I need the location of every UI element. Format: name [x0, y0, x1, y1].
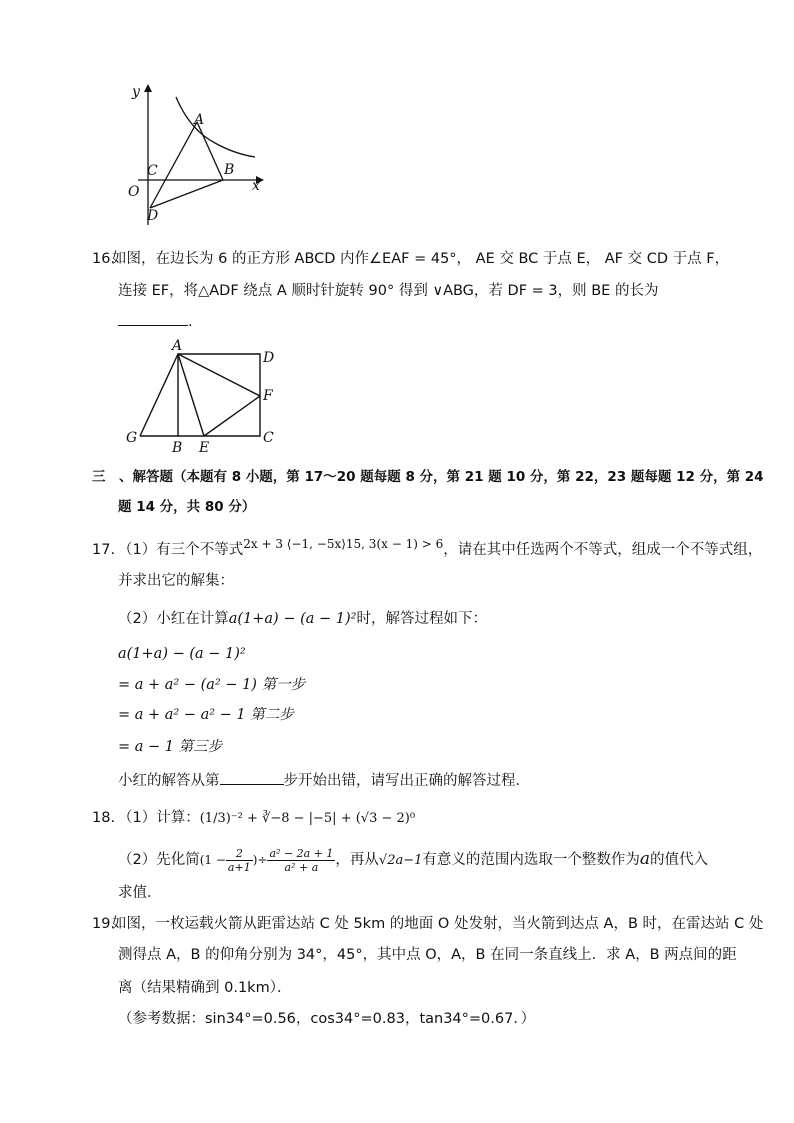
- segment-EF: [204, 396, 260, 436]
- q19-number: 19.: [92, 916, 116, 932]
- q16-line1: 如图，在边长为 6 的正方形 ABCD 内作∠EAF = 45°， AE 交 BC 于点 E， AF 交 CD 于点 F，: [112, 251, 730, 267]
- q18-part2-line2: 求值．: [118, 885, 162, 901]
- label-c: C: [263, 430, 274, 446]
- label-o: O: [128, 184, 140, 200]
- segment-AE: [178, 354, 204, 436]
- q17-step0: a(1+a) − (a − 1)²: [118, 646, 246, 662]
- q17-number: 17.: [92, 542, 116, 558]
- q17-step1: = a + a² − (a² − 1) 第一步: [118, 677, 306, 693]
- segment-AF: [178, 354, 260, 396]
- label-y: y: [132, 84, 140, 100]
- section3-heading-line2: 题 14 分，共 80 分）: [118, 499, 256, 515]
- q18-part1: （1）计算：(1/3)⁻² + ∛−8 − |−5| + (√3 − 2)⁰: [118, 810, 416, 826]
- label-e: E: [199, 440, 210, 452]
- q18-fraction-2: $\frac{\text{a² − 2a + 1}}{\text{a² + a}}$: [269, 846, 334, 874]
- label-a: A: [194, 112, 205, 128]
- section3-heading-line1: 三 、解答题（本题有 8 小题，第 17～20 题每题 8 分，第 21 题 10 分，第 22，23 题每题 12 分，第 24: [92, 469, 764, 485]
- label-f: F: [263, 388, 273, 404]
- q17-answer-blank[interactable]: [220, 770, 284, 785]
- hyperbola-curve: [176, 97, 255, 157]
- q19-line1: 如图，一枚运载火箭从距雷达站 C 处 5km 的地面 O 处发射，当火箭到达点 A，B 时，在雷达站 C 处: [112, 916, 764, 932]
- q17-step3: = a − 1 第三步: [118, 739, 223, 755]
- label-d: D: [263, 350, 275, 366]
- label-a: A: [172, 338, 183, 354]
- q19-reference-data: （参考数据：sin34°=0.56，cos34°=0.83，tan34°=0.67．）: [118, 1011, 536, 1027]
- figure-hyperbola-graph: [110, 80, 280, 232]
- q17-part1-line2: 并求出它的解集：: [118, 573, 234, 589]
- q16-line2: 连接 EF，将△ADF 绕点 A 顺时针旋转 90° 得到 ∨ABG，若 DF = 3，则 BE 的长为: [118, 283, 659, 299]
- q18-expression: (1/3)⁻² + ∛−8 − |−5| + (√3 − 2)⁰: [199, 811, 416, 826]
- q17-part2: （2）小红在计算a(1+a) − (a − 1)²时，解答过程如下：: [118, 611, 487, 627]
- q17-part1: （1）有三个不等式$^{2x + 3 ⟨-1, -5x⟩15, 3(x - 1) > 6}$，请在其中任选两个不等式，组成一个不等式组，: [118, 537, 763, 558]
- label-b: B: [172, 440, 183, 452]
- q16-number: 16.: [92, 251, 116, 267]
- q17-inequalities: 2x + 3 ⟨−1, −5x⟩15, 3(x − 1) > 6: [243, 537, 444, 551]
- label-g: G: [126, 430, 138, 446]
- q16-answer-line: .: [118, 311, 193, 332]
- q18-part2: （2）先化简(1 − $\frac{2}{a+1}$ )÷ $\frac{\text{a² − 2a + 1}}{\text{a² + a}}$ ，再从√2a−1有意义的范围内选取一个整数作为a的值代入: [118, 846, 709, 874]
- q16-answer-blank[interactable]: [118, 311, 188, 326]
- label-d: D: [147, 208, 159, 224]
- q19-line2: 测得点 A，B 的仰角分别为 34°，45°，其中点 O，A，B 在同一条直线上．求 A，B 两点间的距: [118, 947, 737, 963]
- segment-DB: [150, 180, 223, 208]
- q19-line3: 离（结果精确到 0.1km）．: [118, 980, 292, 996]
- segment-AG: [140, 354, 178, 436]
- q18-fraction-1: $\frac{2}{a+1}$: [227, 846, 251, 874]
- q17-step2: = a + a² − a² − 1 第二步: [118, 707, 294, 723]
- label-b: B: [224, 162, 235, 178]
- q18-number: 18.: [92, 810, 116, 826]
- figure-square-abcd: [122, 336, 282, 452]
- label-c: C: [147, 163, 158, 179]
- q17-conclusion: 小红的解答从第 步开始出错，请写出正确的解答过程．: [118, 770, 530, 791]
- segment-AB: [197, 122, 223, 180]
- y-axis-arrow: [144, 84, 152, 92]
- label-x: x: [252, 178, 260, 194]
